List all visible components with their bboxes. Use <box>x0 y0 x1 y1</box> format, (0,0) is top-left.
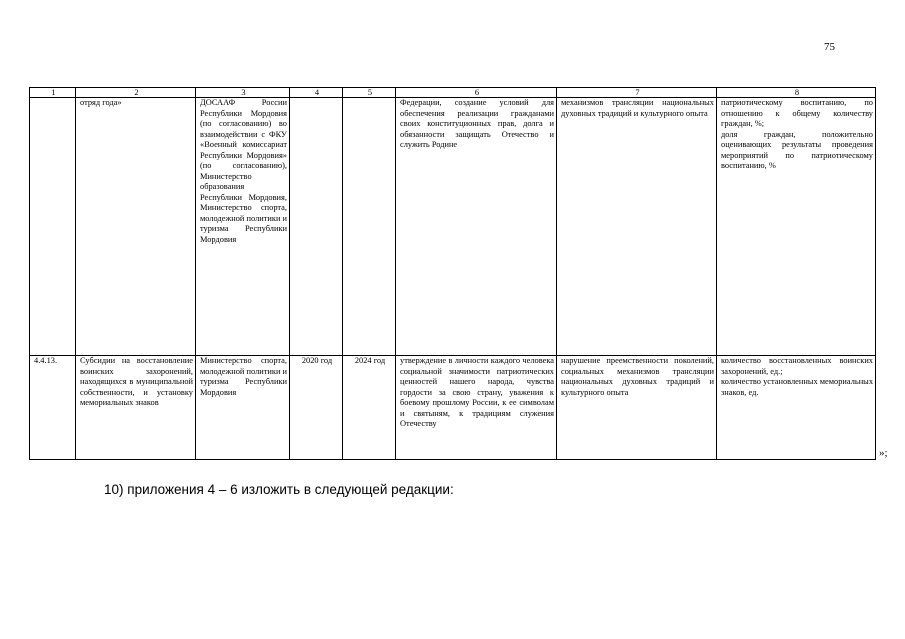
indicators-cell <box>717 356 876 460</box>
header-cell-1: 1 <box>30 88 76 98</box>
header-cell-3: 3 <box>196 88 290 98</box>
indicator-line: количество восстановленных воинских захоронений, ед.; <box>721 356 873 376</box>
closing-quote-mark: »; <box>879 447 888 459</box>
document-table <box>29 87 876 460</box>
activity-name-cell: отряд года» <box>76 98 196 356</box>
table-header-row <box>30 88 876 98</box>
end-year-cell <box>343 98 396 356</box>
executor-cell: Министерство спорта, молодежной политики и туризма Республики Мордовия <box>196 356 290 460</box>
header-cell-8: 8 <box>717 88 876 98</box>
consequences-cell: нарушение преемственности поколений, социальных механизмов трансляции национальных духовных традиций и культурного опыта <box>557 356 717 460</box>
activity-name-cell: Субсидии на восстановление воинских захоронений, находящихся в муниципальной собственности, и установку мемориальных знаков <box>76 356 196 460</box>
row-number-cell: 4.4.13. <box>30 356 76 460</box>
expected-result-cell: Федерации, создание условий для обеспечения реализации гражданами своих конституционных прав, долга и обязанности защищать Отечество и служить Родине <box>396 98 557 356</box>
indicator-line: доля граждан, положительно оценивающих результаты проведения мероприятий по патриотическому воспитанию, % <box>721 129 873 170</box>
executor-cell: ДОСААФ России Республики Мордовия (по согласованию) во взаимодействии с ФКУ «Военный комиссариат Республики Мордовия» (по согласованию), Министерство образования Республики Мордовия, Министерство спорта, молодежной политики и туризма Республики Мордовия <box>196 98 290 356</box>
start-year-cell <box>290 98 343 356</box>
header-cell-5: 5 <box>343 88 396 98</box>
end-year-cell: 2024 год <box>343 356 396 460</box>
expected-result-cell: утверждение в личности каждого человека социальной значимости патриотических ценностей нашего народа, чувства гордости за свою страну, уважения к боевому прошлому России, к ее символам и святыням, к традициям служения Отечеству <box>396 356 557 460</box>
start-year-cell: 2020 год <box>290 356 343 460</box>
header-cell-4: 4 <box>290 88 343 98</box>
header-cell-7: 7 <box>557 88 717 98</box>
amendment-instruction: 10) приложения 4 – 6 изложить в следующей редакции: <box>104 482 454 497</box>
row-number-cell <box>30 98 76 356</box>
table-row <box>30 98 876 356</box>
indicator-line: патриотическому воспитанию, по отношению к общему количеству граждан, %; <box>721 98 873 128</box>
consequences-cell: механизмов трансляции национальных духовных традиций и культурного опыта <box>557 98 717 356</box>
table-row <box>30 356 876 460</box>
header-cell-6: 6 <box>396 88 557 98</box>
indicators-cell <box>717 98 876 356</box>
indicator-line: количество установленных мемориальных знаков, ед. <box>721 377 874 397</box>
header-cell-2: 2 <box>76 88 196 98</box>
page-number: 75 <box>824 41 835 53</box>
